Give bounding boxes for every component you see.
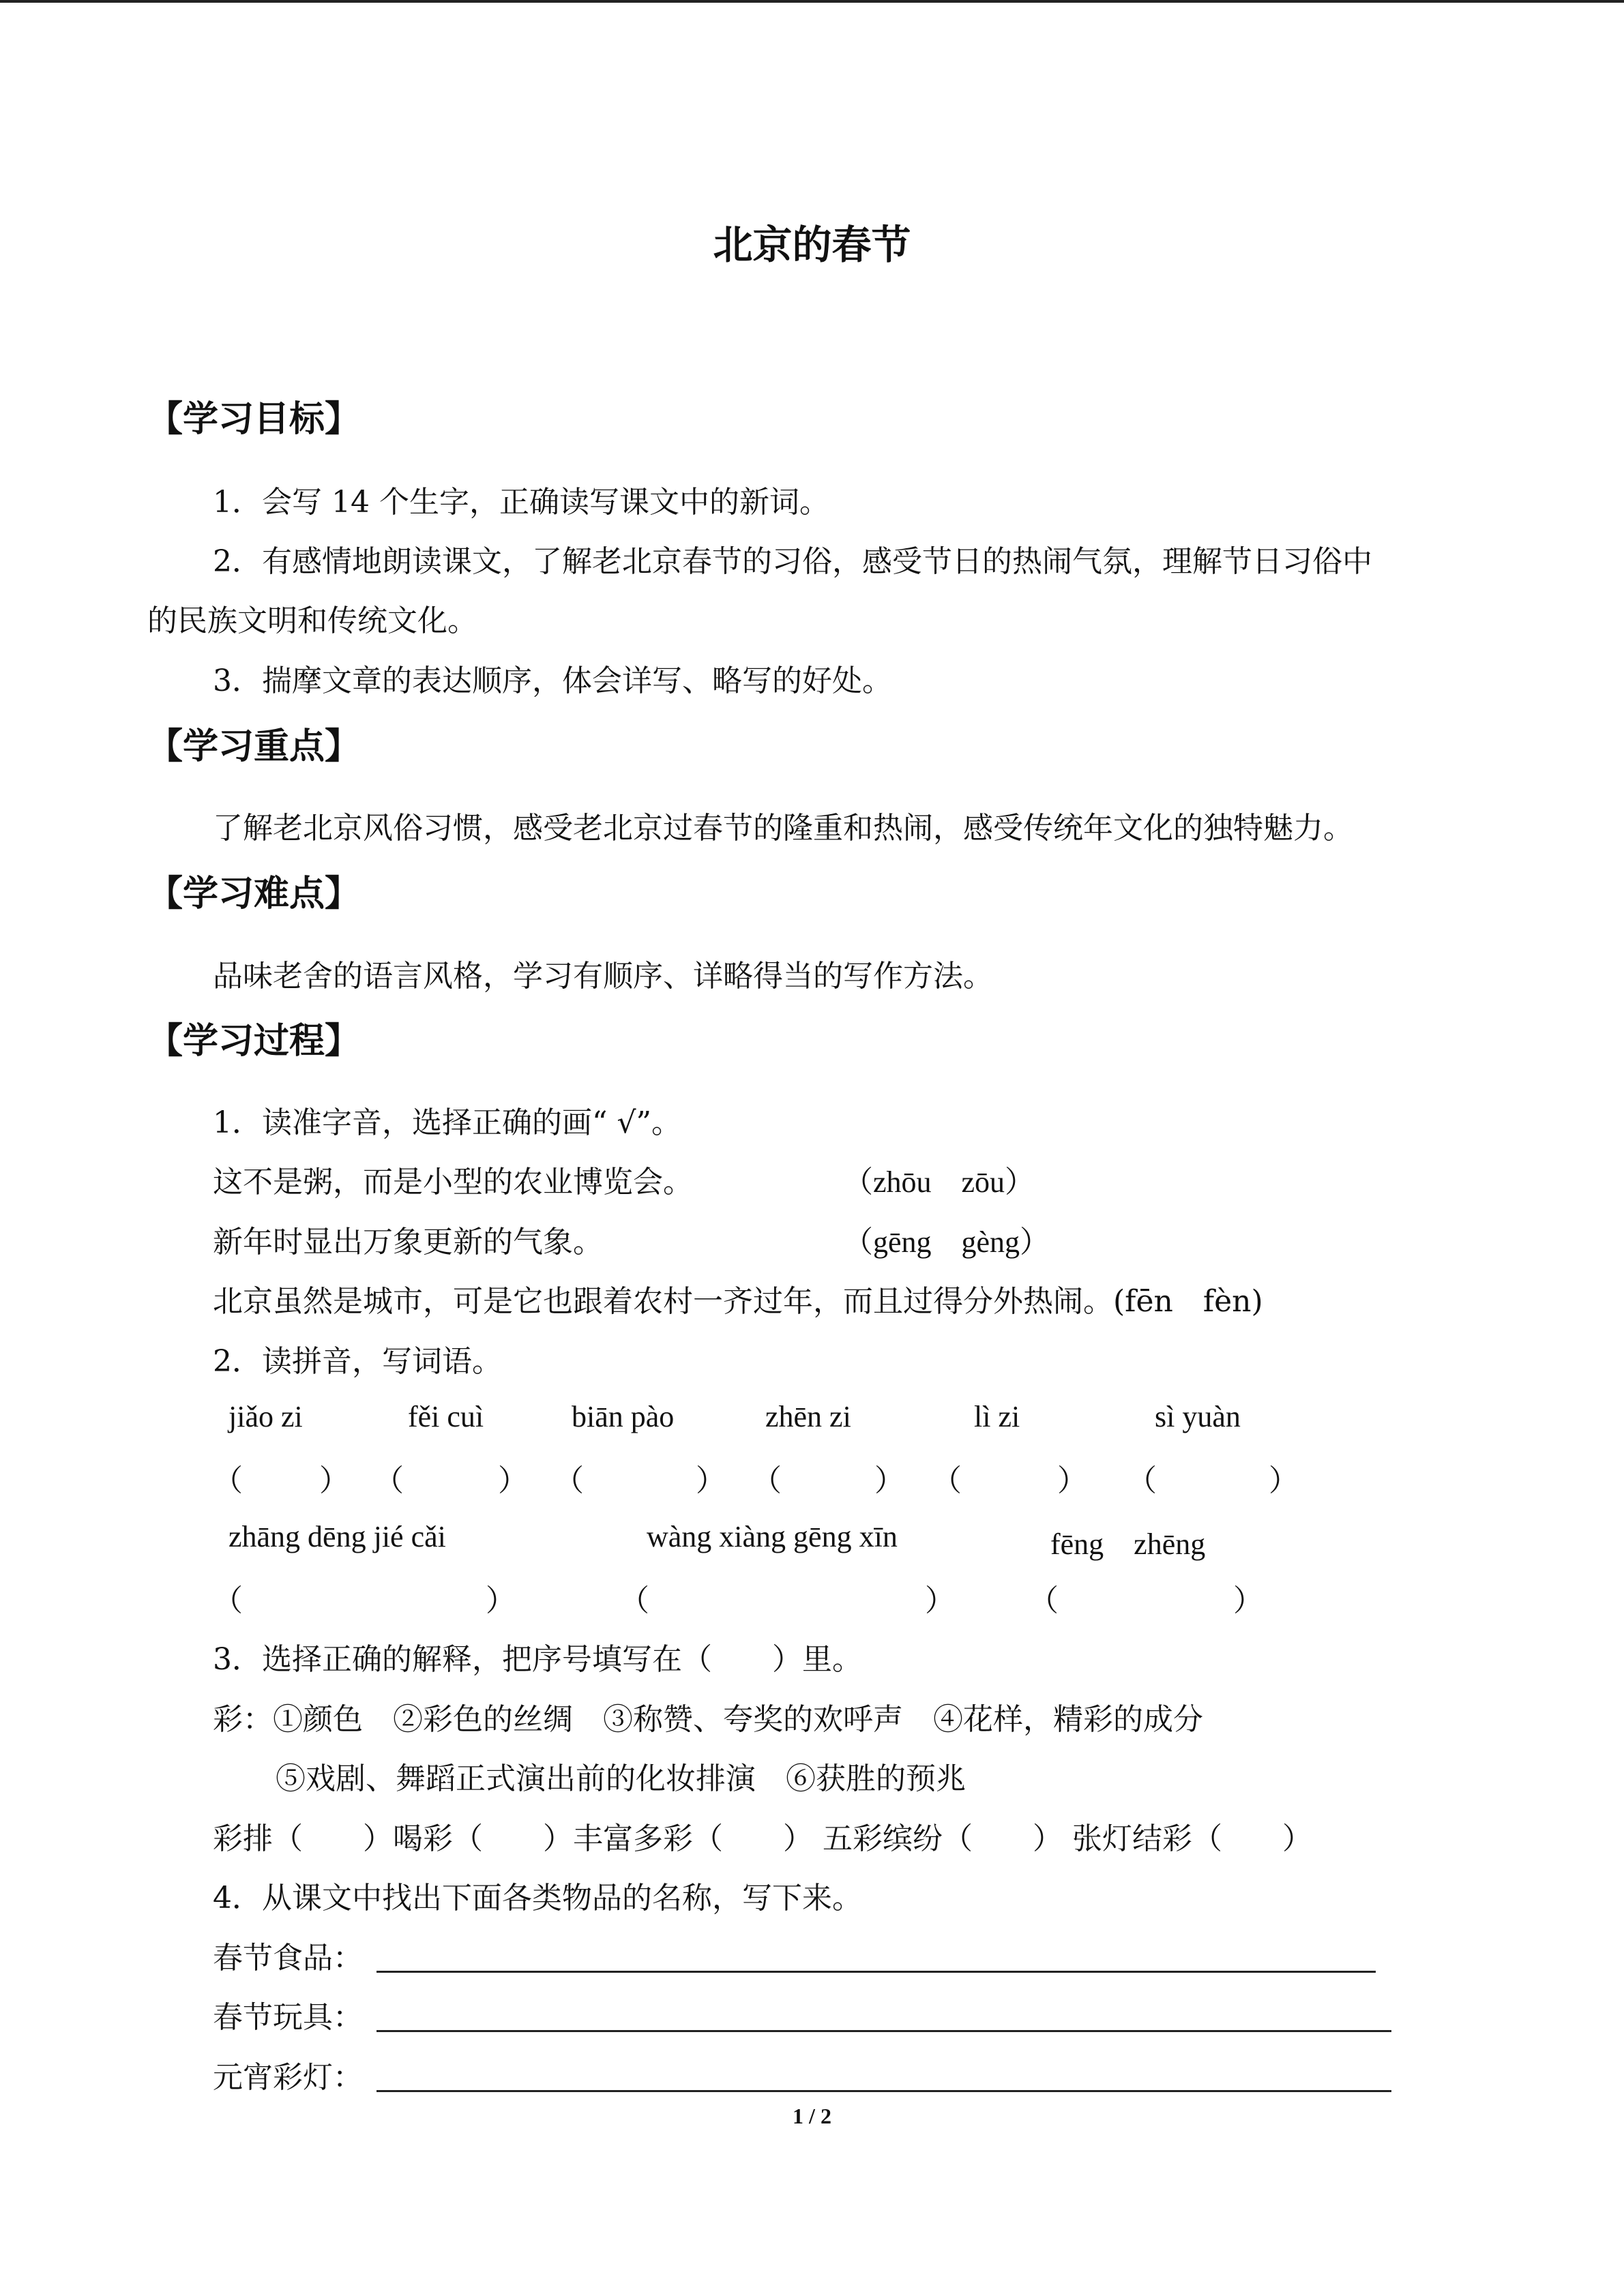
q4-field-toys-label: 春节玩具： xyxy=(213,2000,363,2035)
q2-prompt: 2．读拼音，写词语。 xyxy=(213,1344,502,1379)
objective-item-2-cont: 的民族文明和传统文化。 xyxy=(147,603,477,638)
q2-answer-7-open[interactable]: （ xyxy=(213,1583,243,1618)
q2-answer-5-open[interactable]: （ xyxy=(932,1463,962,1498)
q4-field-toys-line[interactable] xyxy=(377,2030,1391,2032)
q1-row2-sentence: 新年时显出万象更新的气象。 xyxy=(213,1225,603,1259)
q2-pinyin-zhenzi: zhēn zi xyxy=(765,1400,851,1433)
q1-row1-options: （zhōu zōu） xyxy=(843,1165,1035,1199)
q1-prompt: 1．读准字音，选择正确的画“ √”。 xyxy=(213,1105,682,1140)
heading-process: 【学习过程】 xyxy=(147,1020,361,1062)
q1-row3-sentence: 北京虽然是城市，可是它也跟着农村一齐过年，而且过得分外热闹。(fēn fèn) xyxy=(213,1284,1263,1319)
page-title: 北京的春节 xyxy=(713,222,911,268)
heading-objectives: 【学习目标】 xyxy=(147,398,361,440)
q2-answer-4-close: ） xyxy=(874,1463,904,1498)
q2-answer-9-close: ） xyxy=(1233,1583,1263,1618)
heading-key-points: 【学习重点】 xyxy=(147,726,361,767)
q4-field-food-line[interactable] xyxy=(377,1971,1376,1973)
q3-prompt: 3．选择正确的解释，把序号填写在（ ）里。 xyxy=(213,1642,862,1677)
q2-answer-3-open[interactable]: （ xyxy=(554,1463,584,1498)
q2-answer-6-open[interactable]: （ xyxy=(1127,1463,1157,1498)
q2-answer-4-open[interactable]: （ xyxy=(752,1463,782,1498)
q2-answer-1-close: ） xyxy=(319,1463,349,1498)
q4-field-lanterns-label: 元宵彩灯： xyxy=(213,2060,363,2095)
q2-answer-8-open[interactable]: （ xyxy=(619,1583,649,1618)
q2-answer-9-open[interactable]: （ xyxy=(1029,1583,1059,1618)
q2-pinyin-lizi: lì zi xyxy=(974,1400,1020,1433)
q4-field-lanterns-line[interactable] xyxy=(377,2090,1391,2092)
objective-item-1: 1．会写 14 个生字，正确读写课文中的新词。 xyxy=(213,485,829,520)
q2-answer-6-close: ） xyxy=(1269,1463,1299,1498)
q2-answer-2-open[interactable]: （ xyxy=(374,1463,404,1498)
page-number: 1 / 2 xyxy=(793,2104,831,2128)
q2-answer-1-open[interactable]: （ xyxy=(213,1463,243,1498)
q2-pinyin-bianpao: biān pào xyxy=(572,1400,675,1433)
key-points-text: 了解老北京风俗习惯，感受老北京过春节的隆重和热闹，感受传统年文化的独特魅力。 xyxy=(213,811,1353,846)
q2-answer-2-close: ） xyxy=(498,1463,528,1498)
objective-item-3: 3．揣摩文章的表达顺序，体会详写、略写的好处。 xyxy=(213,664,892,698)
q2-answer-5-close: ） xyxy=(1057,1463,1087,1498)
q2-pinyin-jiaozi: jiǎo zi xyxy=(228,1400,303,1433)
q2-pinyin-wangxianggengxin: wàng xiàng gēng xīn xyxy=(647,1520,898,1553)
objective-item-2: 2．有感情地朗读课文，了解老北京春节的习俗，感受节日的热闹气氛，理解节日习俗中 xyxy=(213,544,1372,579)
q2-pinyin-siyuan: sì yuàn xyxy=(1155,1400,1241,1433)
top-border xyxy=(0,0,1624,3)
q2-answer-8-close: ） xyxy=(925,1583,955,1618)
q4-prompt: 4．从课文中找出下面各类物品的名称，写下来。 xyxy=(213,1881,862,1915)
q2-answer-3-close: ） xyxy=(696,1463,726,1498)
q3-options-line1: 彩：①颜色 ②彩色的丝绸 ③称赞、夸奖的欢呼声 ④花样，精彩的成分 xyxy=(213,1702,1203,1737)
q2-answer-7-close: ） xyxy=(486,1583,516,1618)
q4-field-food-label: 春节食品： xyxy=(213,1941,363,1976)
q2-pinyin-feicui: fěi cuì xyxy=(408,1400,484,1433)
q1-row1-sentence: 这不是粥，而是小型的农业博览会。 xyxy=(213,1165,693,1199)
difficulties-text: 品味老舍的语言风格，学习有顺序、详略得当的写作方法。 xyxy=(213,959,993,994)
q1-row2-options: （gēng gèng） xyxy=(843,1225,1050,1259)
q2-pinyin-zhangdengjiecai: zhāng dēng jié cǎi xyxy=(228,1520,446,1553)
q3-words-line[interactable]: 彩排（ ）喝彩（ ）丰富多彩（ ） 五彩缤纷（ ） 张灯结彩（ ） xyxy=(213,1821,1312,1856)
q3-options-line2: ⑤戏剧、舞蹈正式演出前的化妆排演 ⑥获胜的预兆 xyxy=(276,1761,966,1796)
q2-pinyin-fengzheng: fēng zhēng xyxy=(1050,1527,1206,1561)
heading-difficulties: 【学习难点】 xyxy=(147,873,361,914)
